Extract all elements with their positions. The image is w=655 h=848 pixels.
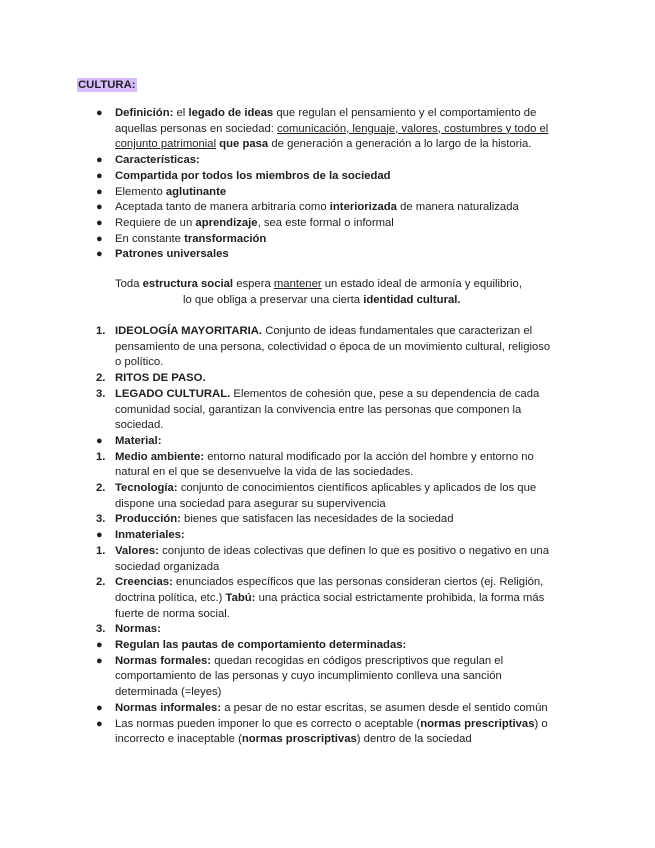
list1-item-line — [115, 122, 548, 138]
list2-item-line — [115, 528, 185, 544]
text-run: Elemento — [115, 185, 166, 198]
text-run: conjunto de ideas colectivas que definen lo que es positivo o negativo en una — [158, 544, 549, 557]
text-run: Valores: — [115, 544, 159, 557]
text-run: Material: — [115, 434, 162, 447]
text-run: ) o — [534, 717, 548, 730]
text-run: Creencias: — [115, 576, 173, 589]
text-run: el — [173, 107, 189, 119]
text-run: Elementos de cohesión que, pese a su dependencia de cada — [230, 387, 540, 400]
text-run: estructura social — [142, 278, 234, 290]
bullet-marker: ● — [96, 434, 103, 447]
number-marker: 2. — [96, 372, 106, 385]
bullet-marker: ● — [96, 248, 103, 261]
bullet-marker: ● — [96, 201, 103, 214]
list2-item-line — [115, 622, 161, 638]
list2-item-line — [115, 654, 503, 670]
list2-item-line — [115, 669, 502, 685]
text-run: conjunto de conocimientos científicos aplicables y aplicados de los que — [177, 482, 537, 494]
text-run: natural en el que se desenvuelve la vida de las sociedades. — [115, 466, 414, 479]
text-run: de manera naturalizada — [396, 201, 519, 214]
text-run: un estado ideal de armonía y equilibrio, — [321, 278, 522, 290]
text-run: dispone una sociedad para asegurar su supervivencia — [115, 497, 386, 510]
list2-item-line — [115, 717, 548, 733]
text-run: mantener — [273, 278, 322, 290]
text-run: Normas: — [115, 623, 161, 636]
text-run: Patrones universales — [115, 248, 229, 261]
text-run: Inmateriales: — [115, 529, 185, 542]
text-run: doctrina política, etc.) — [115, 591, 226, 604]
text-run: , sea este formal o informal — [257, 216, 394, 229]
text-run: sociedad organizada — [115, 560, 220, 573]
list2-item-line — [115, 450, 534, 466]
list2-item-line — [115, 324, 532, 340]
text-run: LEGADO CULTURAL. — [115, 387, 231, 400]
text-run: interiorizada — [329, 201, 397, 214]
text-run: Tabú: — [225, 591, 256, 604]
text-run: Tecnología: — [115, 482, 178, 494]
list2-item-line — [115, 638, 406, 654]
text-run: espera — [233, 278, 274, 290]
bullet-marker: ● — [96, 529, 103, 542]
list2-item-line — [115, 575, 543, 591]
bullet-marker: ● — [96, 169, 103, 182]
bullet-marker: ● — [96, 107, 103, 119]
text-run: En constante — [115, 232, 185, 245]
list1-item-line — [115, 232, 266, 248]
text-run: incorrecto e inaceptable ( — [115, 733, 242, 746]
bullet-marker: ● — [96, 639, 103, 651]
list1-item-line — [115, 106, 536, 122]
list2-item-line — [115, 560, 219, 576]
list1-item-line — [115, 153, 200, 169]
bullet-marker: ● — [96, 154, 103, 167]
list1-item-line — [115, 169, 391, 185]
text-run: Medio ambiente: — [115, 450, 205, 463]
text-run: lo que obliga a preservar una cierta — [183, 294, 364, 306]
number-marker: 3. — [96, 513, 106, 526]
list2-item-line — [115, 403, 521, 419]
text-run: legado de ideas — [188, 107, 274, 119]
text-run: pensamiento de una persona, colectividad o época de un movimiento cultural, religioso — [115, 340, 551, 353]
text-run: que pasa — [216, 138, 269, 151]
text-run: Regulan las pautas de comportamiento determinadas: — [115, 639, 407, 651]
text-run: normas proscriptivas — [241, 733, 357, 746]
text-run: a pesar de no estar escritas, se asumen desde el sentido común — [221, 701, 548, 714]
text-run: identidad cultural. — [363, 294, 461, 306]
text-run: ) dentro de la sociedad — [356, 733, 472, 746]
text-run: transformación — [184, 232, 267, 245]
number-marker: 1. — [96, 325, 106, 337]
text-run: aquellas personas en sociedad: — [115, 122, 278, 135]
text-run: que regulan el pensamiento y el comportamiento de — [273, 107, 537, 119]
list2-item-line — [115, 732, 472, 748]
text-run: enunciados específicos que las personas consideran ciertos (ej. Religión, — [172, 576, 544, 589]
text-run: Características: — [115, 154, 200, 167]
list2-item-line — [115, 481, 536, 497]
list2-item-line — [115, 701, 548, 717]
list2-item-line — [115, 387, 539, 403]
text-run: Aceptada tanto de manera arbitraria como — [115, 201, 330, 214]
number-marker: 1. — [96, 450, 106, 463]
list2-item-line — [115, 591, 544, 607]
list2-item-line — [115, 685, 221, 701]
bullet-marker: ● — [96, 185, 103, 198]
text-run: Conjunto de ideas fundamentales que caracterizan el — [262, 325, 533, 337]
list1-item-line — [115, 200, 519, 216]
number-marker: 3. — [96, 387, 106, 400]
text-run: Compartida por todos los miembros de la sociedad — [115, 169, 391, 182]
text-run: Normas formales: — [115, 654, 212, 667]
text-run: comunidad social, garantizan la convivencia entre las personas que componen la — [115, 403, 522, 416]
text-run: de generación a generación a lo largo de la historia. — [268, 138, 532, 151]
list2-item-line — [115, 465, 413, 481]
list1-item-line — [115, 137, 531, 153]
list2-item-line — [115, 497, 386, 513]
text-run: Las normas pueden imponer lo que es correcto o aceptable ( — [115, 717, 421, 730]
text-run: RITOS DE PASO. — [115, 372, 206, 385]
text-run: normas prescriptivas — [420, 717, 535, 730]
text-run: entorno natural modificado por la acción del hombre y entorno no — [204, 450, 534, 463]
list1-item-line — [115, 216, 394, 232]
bullet-marker: ● — [96, 232, 103, 245]
number-marker: 2. — [96, 576, 106, 589]
list2-item-line — [115, 512, 453, 528]
bullet-marker: ● — [96, 654, 103, 667]
bullet-marker: ● — [96, 216, 103, 229]
text-run: Producción: — [115, 513, 181, 526]
text-run: Toda — [115, 278, 143, 290]
bullet-marker: ● — [96, 701, 103, 714]
list2-item-line — [115, 371, 206, 387]
list2-item-line — [115, 607, 230, 623]
bullet-marker: ● — [96, 717, 103, 730]
list1-item-line — [115, 185, 226, 201]
text-run: una práctica social estrictamente prohibida, la forma más — [255, 591, 545, 604]
text-run: fuerte de norma social. — [115, 607, 230, 620]
paragraph-line-1 — [115, 277, 522, 293]
paragraph-line-2 — [183, 293, 461, 309]
text-run: conjunto patrimonial — [115, 138, 217, 151]
text-run: aglutinante — [165, 185, 227, 198]
number-marker: 3. — [96, 623, 106, 636]
list2-item-line — [115, 355, 163, 371]
text-run: comunicación, lenguaje, valores, costumbres y todo el — [277, 122, 549, 135]
text-run: o político. — [115, 356, 164, 369]
text-run: sociedad. — [115, 419, 164, 432]
section-title: CULTURA: — [78, 79, 136, 91]
number-marker: 2. — [96, 482, 106, 494]
text-run: Requiere de un — [115, 216, 196, 229]
text-run: aprendizaje — [195, 216, 258, 229]
text-run: bienes que satisfacen las necesidades de la sociedad — [180, 513, 454, 526]
number-marker: 1. — [96, 544, 106, 557]
list2-item-line — [115, 418, 163, 434]
text-run: Definición: — [115, 107, 174, 119]
list2-item-line — [115, 434, 161, 450]
list2-item-line — [115, 544, 549, 560]
text-run: Normas informales: — [115, 701, 222, 714]
list2-item-line — [115, 340, 550, 356]
text-run: quedan recogidas en códigos prescriptivos que regulan el — [211, 654, 504, 667]
text-run: determinada (=leyes) — [115, 686, 222, 699]
list1-item-line — [115, 247, 229, 263]
text-run: comportamiento de las personas y cuyo incumplimiento conlleva una sanción — [115, 670, 502, 683]
text-run: IDEOLOGÍA MAYORITARIA. — [115, 325, 263, 337]
